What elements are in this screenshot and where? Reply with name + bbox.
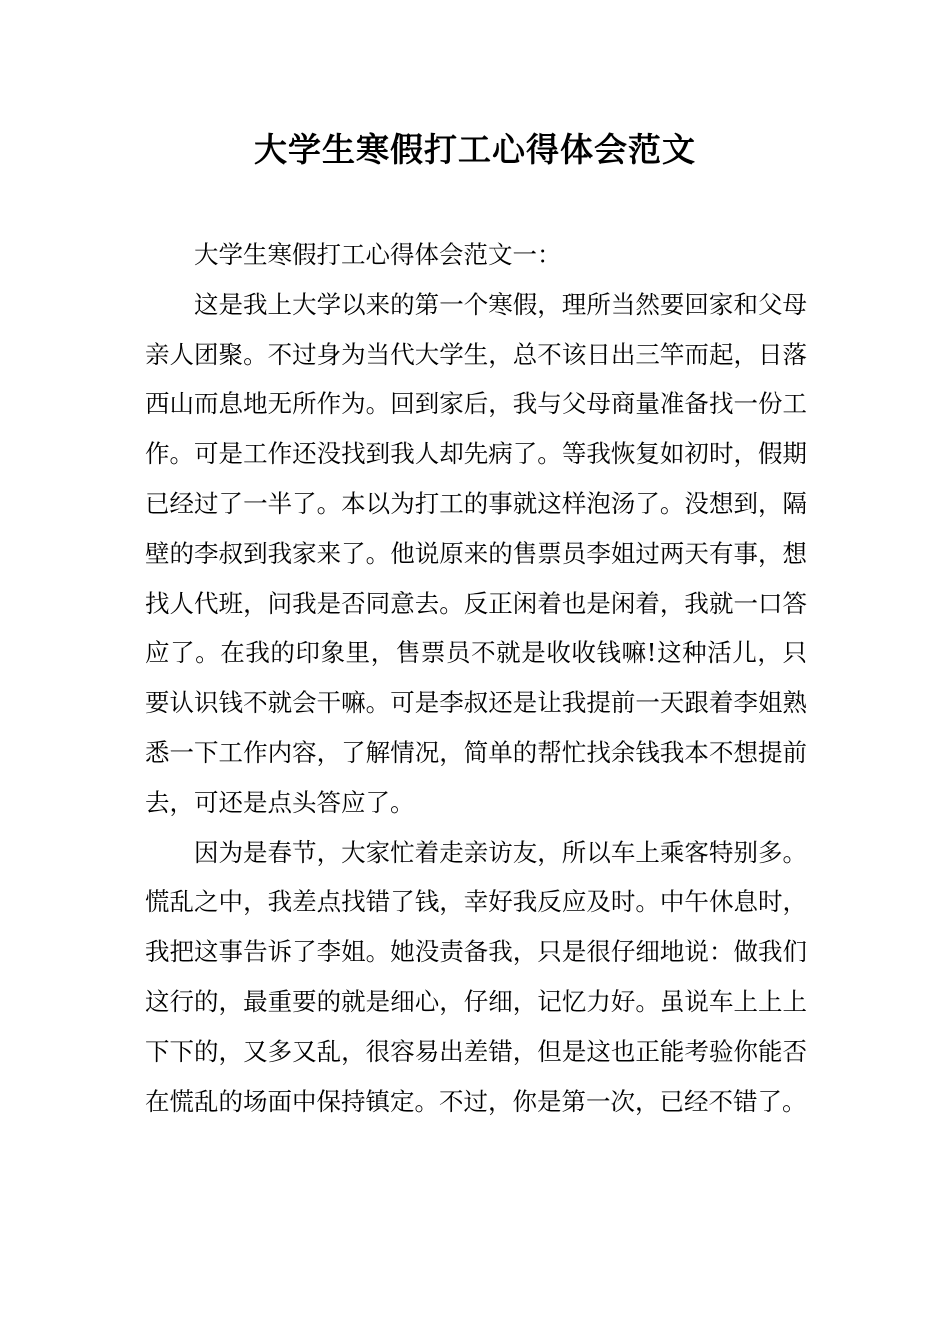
paragraph-heading: 大学生寒假打工心得体会范文一： <box>194 240 562 269</box>
document-title: 大学生寒假打工心得体会范文 <box>254 130 696 169</box>
paragraph: 这是我上大学以来的第一个寒假，理所当然要回家和父母亲人团聚。不过身为当代大学生，总不该日出三竿而起，日落西山而息地无所作为。回到家后，我与父母商量准备找一份工作。可是工作还没找到我人却先病了。等我恢复如初时，假期已经过了一半了。本以为打工的事就这样泡汤了。没想到，隔壁的李叔到我家来了。他说原来的售票员李姐过两天有事，想找人代班，问我是否同意去。反正闲着也是闲着，我就一口答应了。在我的印象里，售票员不就是收收钱嘛!这种活儿，只要认识钱不就会干嘛。可是李叔还是让我提前一天跟着李姐熟悉一下工作内容，了解情况，简单的帮忙找余钱我本不想提前去，可还是点头答应了。 <box>145 289 807 817</box>
document-body <box>145 230 807 1126</box>
paragraph: 因为是春节，大家忙着走亲访友，所以车上乘客特别多。慌乱之中，我差点找错了钱，幸好我反应及时。中午休息时，我把这事告诉了李姐。她没责备我，只是很仔细地说：做我们这行的，最重要的就是细心，仔细，记忆力好。虽说车上上上下下的，又多又乱，很容易出差错，但是这也正能考验你能否在慌乱的场面中保持镇定。不过，你是第一次，已经不错了。 <box>145 837 807 1116</box>
